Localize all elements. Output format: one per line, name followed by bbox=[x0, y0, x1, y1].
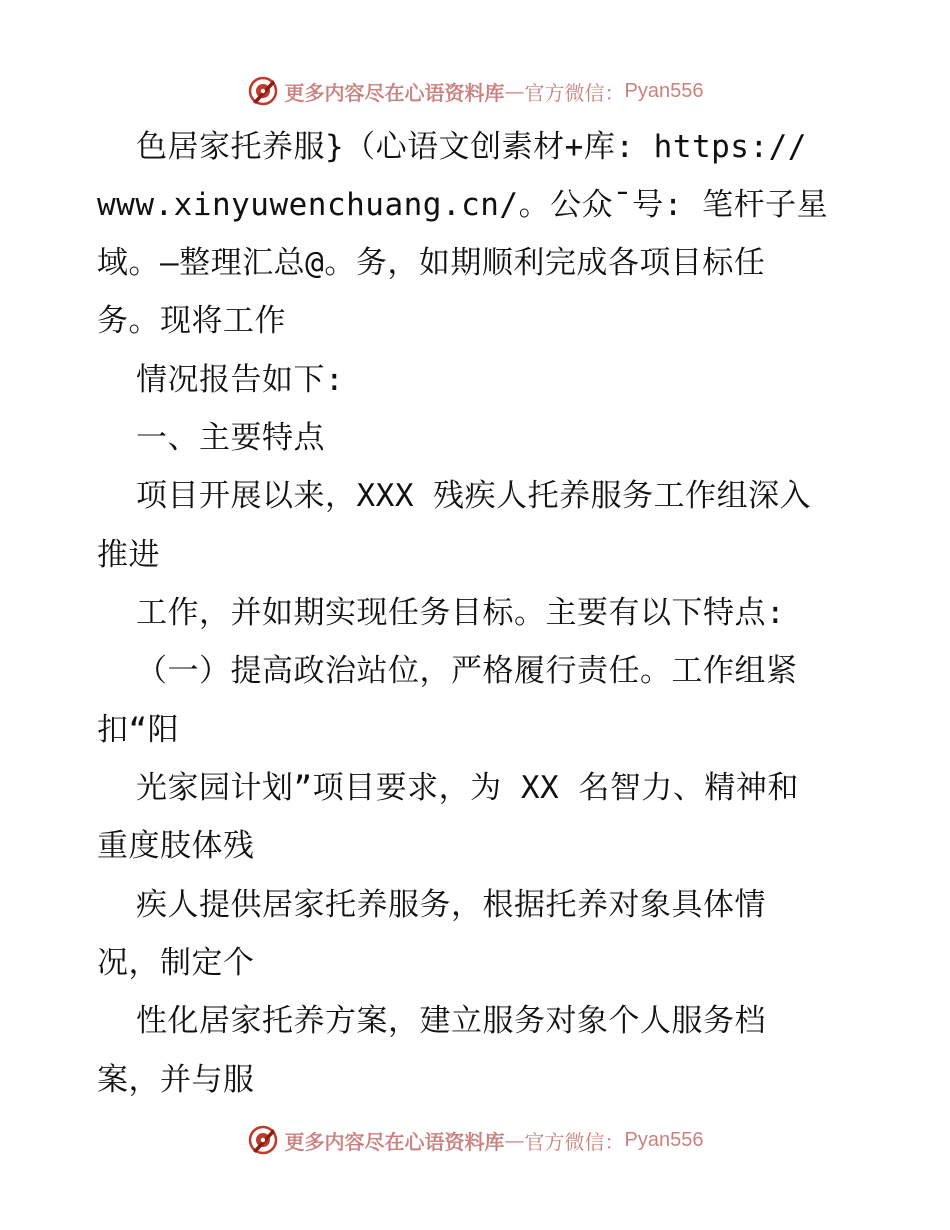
banner-dash: — bbox=[504, 79, 525, 103]
footer-banner bbox=[0, 1120, 950, 1160]
doc-line-3: 域。—整理汇总@。务，如期顺利完成各项目标任 bbox=[97, 245, 766, 281]
doc-line-17: 案，并与服 bbox=[97, 1062, 255, 1098]
banner-wechat-id: Pyan556 bbox=[624, 1128, 704, 1151]
doc-line-2: www.xinyuwenchuang.cn/。公众¯号: 笔杆子星 bbox=[97, 187, 829, 223]
doc-line-7: 项目开展以来，XXX 残疾人托养服务工作组深入 bbox=[136, 478, 812, 514]
banner-main-text: 更多内容尽在心语资料库 bbox=[284, 80, 505, 105]
doc-line-10: （一）提高政治站位，严格履行责任。工作组紧 bbox=[136, 653, 798, 689]
doc-line-14: 疾人提供居家托养服务，根据托养对象具体情 bbox=[136, 887, 766, 923]
doc-line-8: 推进 bbox=[97, 537, 160, 573]
banner-dash: — bbox=[504, 1128, 525, 1152]
doc-line-15: 况，制定个 bbox=[97, 945, 255, 981]
doc-line-9: 工作，并如期实现任务目标。主要有以下特点: bbox=[136, 595, 786, 631]
doc-line-4: 务。现将工作 bbox=[97, 303, 286, 339]
doc-line-13: 重度肢体残 bbox=[97, 828, 255, 864]
header-banner bbox=[0, 71, 950, 111]
banner-wechat-id: Pyan556 bbox=[624, 79, 704, 102]
banner-main-text: 更多内容尽在心语资料库 bbox=[284, 1129, 505, 1154]
banner-wechat-label: 官方微信： bbox=[524, 1129, 625, 1154]
doc-line-11: 扣“阳 bbox=[97, 712, 180, 748]
doc-line-5: 情况报告如下: bbox=[136, 362, 345, 398]
doc-line-12: 光家园计划”项目要求，为 XX 名智力、精神和 bbox=[136, 770, 799, 806]
doc-line-6: 一、主要特点 bbox=[136, 420, 325, 456]
quill-pen-circle-logo-icon bbox=[247, 75, 279, 107]
quill-pen-circle-logo-icon bbox=[247, 1124, 279, 1156]
banner-wechat-label: 官方微信： bbox=[524, 80, 625, 105]
doc-line-1: 色居家托养服}（心语文创素材+库: https:// bbox=[136, 129, 807, 165]
doc-line-16: 性化居家托养方案，建立服务对象个人服务档 bbox=[136, 1003, 766, 1039]
